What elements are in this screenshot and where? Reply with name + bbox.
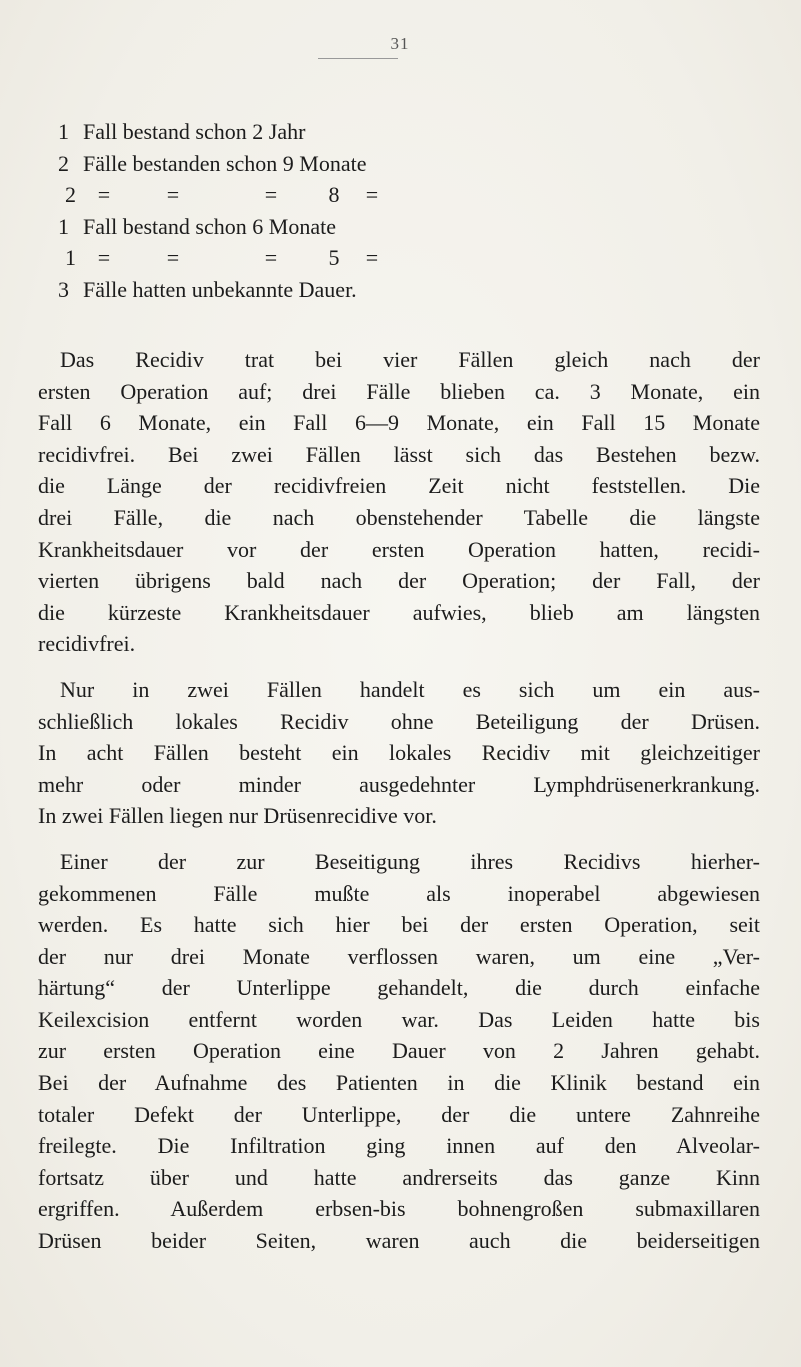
ditto-mark: =	[97, 182, 111, 207]
text-line: die Länge der recidivfreien Zeit nicht feststellen. Die	[38, 473, 760, 499]
text-line: die kürzeste Krankheitsdauer aufwies, blieb am längsten	[38, 599, 760, 625]
table-text: Fall bestand schon 6 Monate	[83, 213, 336, 239]
table-text: Fall bestand schon 2 Jahr	[83, 119, 306, 144]
table-count: 1	[65, 245, 76, 270]
ditto-mark: =	[166, 182, 180, 207]
paragraph	[38, 846, 760, 1257]
ditto-mark: =	[97, 245, 111, 270]
ditto-mark: =	[365, 182, 379, 207]
table-count: 2	[65, 182, 76, 207]
text-line: Fall 6 Monate, ein Fall 6—9 Monate, ein Fall 15 Monate	[38, 410, 760, 436]
text-line: ergriffen. Außerdem erbsen-bis bohnengroßen submaxillaren	[38, 1196, 760, 1222]
table-row	[58, 242, 397, 274]
table-count: 1	[58, 119, 69, 144]
table-count: 1	[58, 213, 69, 239]
text-line: ersten Operation auf; drei Fälle blieben ca. 3 Monate, ein	[38, 378, 760, 404]
text-line: freilegte. Die Infiltration ging innen auf den Alveolar-	[38, 1133, 760, 1159]
table-count: 3	[58, 276, 69, 302]
table-row	[58, 179, 397, 211]
text-line: Keilexcision entfernt worden war. Das Leiden hatte bis	[38, 1006, 760, 1032]
text-line: Bei der Aufnahme des Patienten in die Klinik bestand ein	[38, 1070, 760, 1096]
text-line: mehr oder minder ausgedehnter Lymphdrüsenerkrankung.	[38, 771, 760, 797]
text-line: der nur drei Monate verflossen waren, um eine „Ver-	[38, 943, 760, 969]
text-line: härtung“ der Unterlippe gehandelt, die durch einfache	[38, 975, 760, 1001]
table-row	[58, 148, 397, 180]
table-text: Fälle bestanden schon 9 Monate	[83, 150, 367, 176]
text-line: fortsatz über und hatte andrerseits das ganze Kinn	[38, 1164, 760, 1190]
ditto-mark: =	[264, 245, 278, 270]
text-line: Das Recidiv trat bei vier Fällen gleich nach der	[60, 347, 760, 372]
table-count: 2	[58, 150, 69, 176]
text-line: totaler Defekt der Unterlippe, der die untere Zahnreihe	[38, 1101, 760, 1127]
text-line: werden. Es hatte sich hier bei der ersten Operation, seit	[38, 912, 760, 938]
paragraph	[38, 344, 760, 660]
text-line: Nur in zwei Fällen handelt es sich um ein aus-	[60, 676, 760, 702]
duration-table	[58, 116, 397, 305]
table-value: 8	[328, 182, 340, 207]
text-line: recidivfrei. Bei zwei Fällen lässt sich das Bestehen bezw.	[38, 441, 760, 467]
text-line: vierten übrigens bald nach der Operation; der Fall, der	[38, 568, 760, 594]
ditto-mark: =	[264, 182, 278, 207]
text-line: In acht Fällen besteht ein lokales Recidiv mit gleichzeitiger	[38, 740, 760, 766]
header-rule	[318, 58, 398, 59]
table-row	[58, 274, 397, 306]
ditto-mark: =	[166, 245, 180, 270]
page-number: 31	[390, 34, 410, 53]
table-value: 5	[328, 245, 340, 270]
text-line: Drüsen beider Seiten, waren auch die beiderseitigen	[38, 1228, 760, 1254]
text-line: drei Fälle, die nach obenstehender Tabelle die längste	[38, 504, 760, 530]
text-line: gekommenen Fälle mußte als inoperabel abgewiesen	[38, 880, 760, 906]
ditto-mark: =	[365, 245, 379, 270]
text-line: recidivfrei.	[38, 631, 136, 657]
text-line: Einer der zur Beseitigung ihres Recidivs hierher-	[60, 848, 760, 874]
table-row	[58, 116, 397, 148]
text-line: Krankheitsdauer vor der ersten Operation hatten, recidi-	[38, 536, 760, 562]
table-text: Fälle hatten unbekannte Dauer.	[83, 276, 357, 302]
text-line: In zwei Fällen liegen nur Drüsenrecidive vor.	[38, 803, 437, 829]
text-line: zur ersten Operation eine Dauer von 2 Jahren gehabt.	[38, 1038, 760, 1064]
paragraph	[38, 674, 760, 832]
body-text	[38, 344, 760, 1257]
text-line: schließlich lokales Recidiv ohne Beteiligung der Drüsen.	[38, 708, 760, 734]
table-row	[58, 211, 397, 243]
